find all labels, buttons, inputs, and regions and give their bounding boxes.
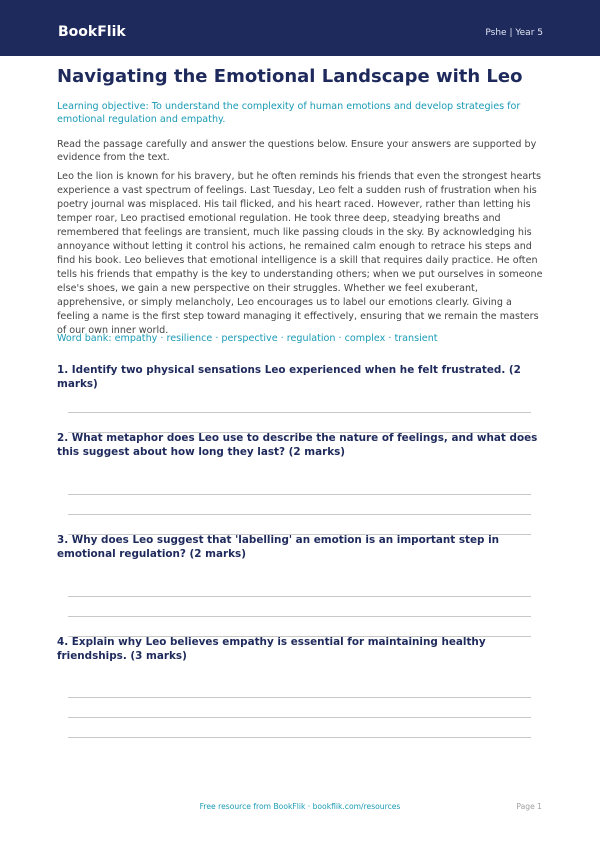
- answer-line[interactable]: [68, 494, 531, 495]
- question-1: 1. Identify two physical sensations Leo experienced when he felt frustrated. (2 marks): [57, 364, 521, 390]
- page-title: Navigating the Emotional Landscape with Leo: [57, 66, 523, 87]
- question-4: 4. Explain why Leo believes empathy is essential for maintaining healthy friendships. (3 marks): [57, 636, 486, 662]
- answer-line[interactable]: [68, 697, 531, 698]
- learning-objective: Learning objective: To understand the complexity of human emotions and develop strategies for emotional regulation and empathy.: [57, 101, 521, 125]
- instructions-text: Read the passage carefully and answer the questions below. Ensure your answers are supported by evidence from the text.: [57, 139, 537, 163]
- brand-logo-text[interactable]: BookFlik: [58, 24, 126, 40]
- answer-line[interactable]: [68, 717, 531, 718]
- subject-year-label: Pshe | Year 5: [485, 28, 543, 38]
- question-2: 2. What metaphor does Leo use to describe the nature of feelings, and what does this suggest about how long they last? (2 marks): [57, 432, 538, 458]
- answer-line[interactable]: [68, 616, 531, 617]
- header-bar: [0, 0, 600, 56]
- answer-line[interactable]: [68, 412, 531, 413]
- question-3: 3. Why does Leo suggest that 'labelling' an emotion is an important step in emotional regulation? (2 marks): [57, 534, 500, 560]
- answer-line[interactable]: [68, 737, 531, 738]
- reading-passage: Leo the lion is known for his bravery, but he often reminds his friends that even the strongest hearts experience a vast spectrum of feelings. Last Tuesday, Leo felt a sudden rush of frustration when his poetry journal was misplaced. His tail flicked, and his heart raced. However, rather than letting his temper roar, Leo practised emotional regulation. He took three deep, steadying breaths and remembered that feelings are transient, much like passing clouds in the sky. By acknowledging his annoyance without letting it control his actions, he remained calm enough to retrace his steps and find his book. Leo believes that emotional intelligence is a skill that requires daily practice. He often tells his friends that empathy is the key to understanding others; when we put ourselves in someone else's shoes, we gain a new perspective on their struggles. Whether we feel exuberant, apprehensive, or simply melancholy, Leo encourages us to label our emotions clearly. Giving a feeling a name is the first step toward managing it effectively, ensuring that we remain the masters of our own inner world.: [57, 171, 543, 336]
- footer-resource-link[interactable]: Free resource from BookFlik · bookflik.com/resources: [199, 802, 401, 811]
- answer-line[interactable]: [68, 514, 531, 515]
- word-bank: Word bank: empathy · resilience · perspective · regulation · complex · transient: [57, 333, 438, 344]
- answer-line[interactable]: [68, 596, 531, 597]
- page-number: Page 1: [516, 802, 542, 811]
